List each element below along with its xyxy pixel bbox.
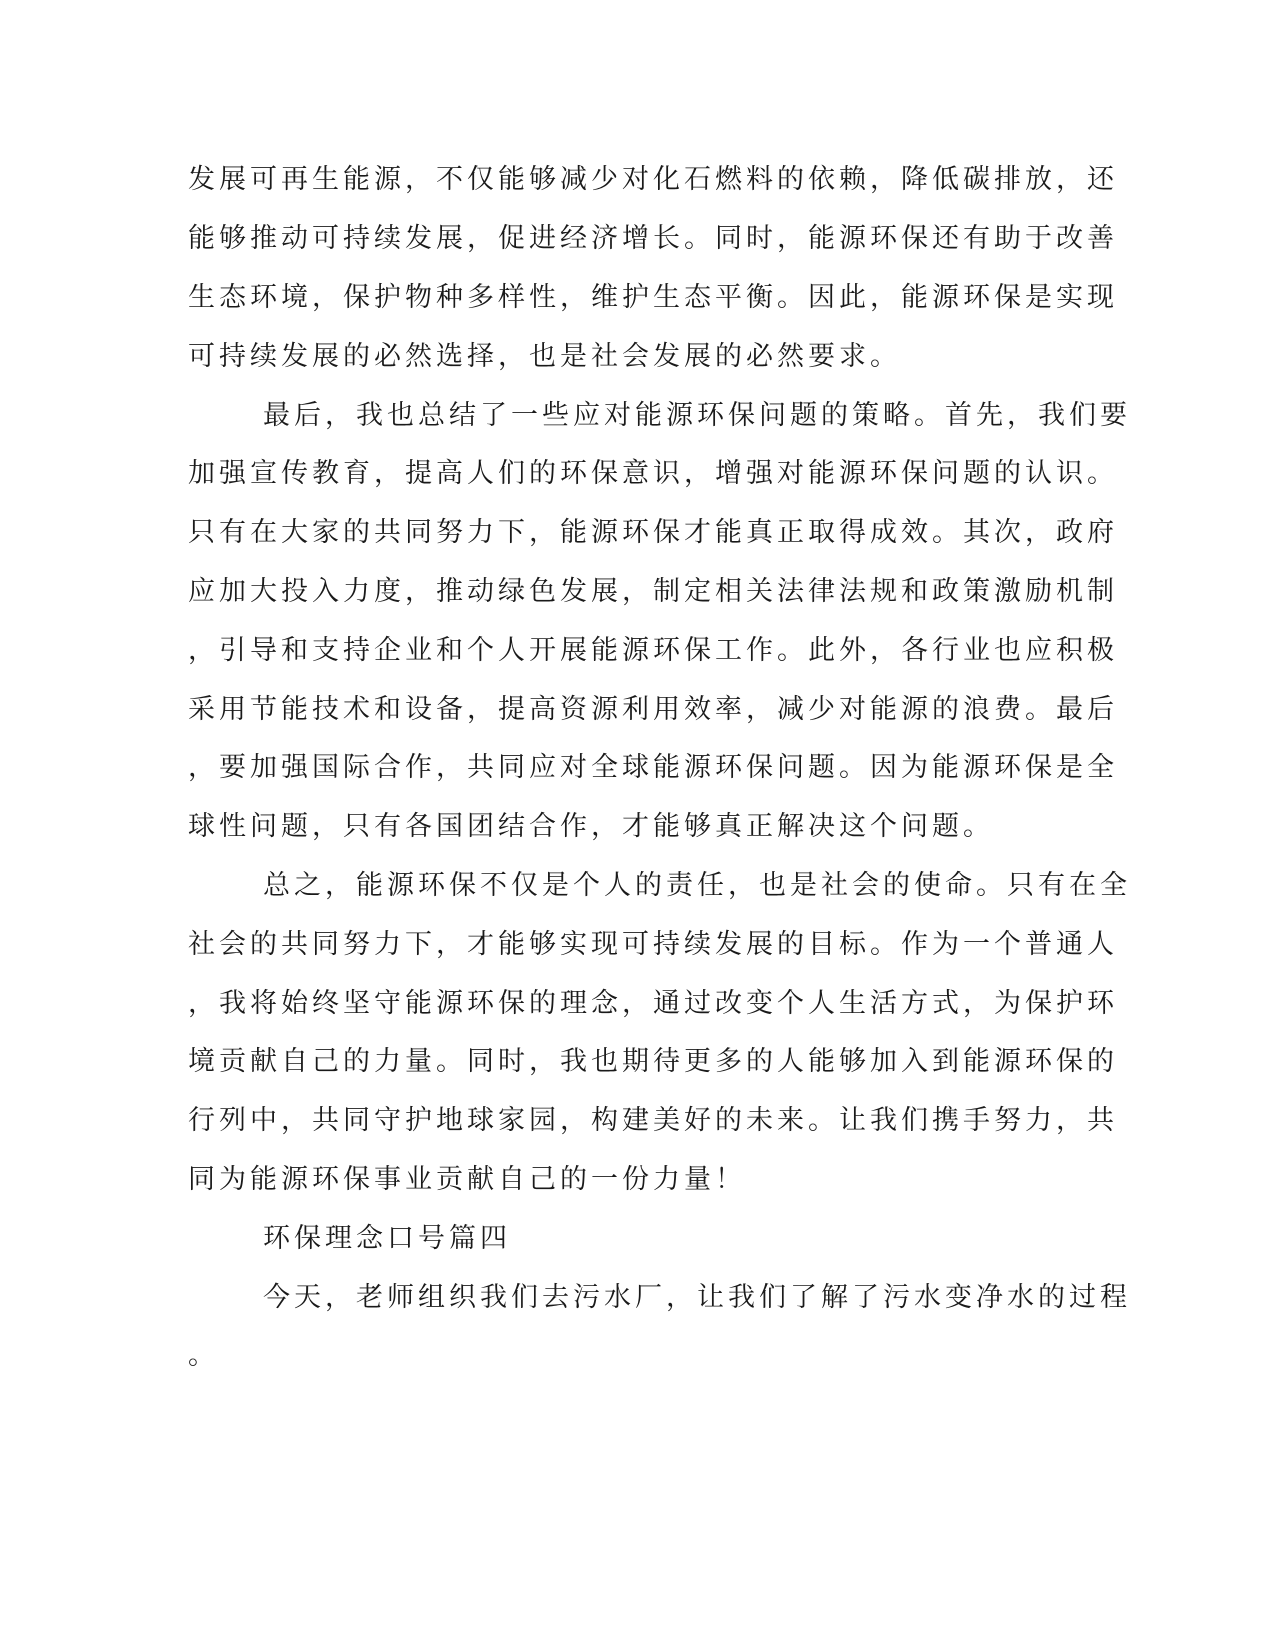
paragraph-start-line: 最后，我也总结了一些应对能源环保问题的策略。首先，我们要	[263, 400, 1131, 431]
text-line: 同为能源环保事业贡献自己的一份力量！	[188, 1164, 746, 1195]
text-line: 球性问题，只有各国团结合作，才能够真正解决这个问题。	[188, 811, 994, 842]
text-line: 应加大投入力度，推动绿色发展，制定相关法律法规和政策激励机制	[188, 576, 1118, 607]
text-line: ，引导和支持企业和个人开展能源环保工作。此外，各行业也应积极	[188, 635, 1118, 666]
text-line: ，要加强国际合作，共同应对全球能源环保问题。因为能源环保是全	[188, 752, 1118, 783]
text-line: 。	[188, 1340, 219, 1371]
text-line: 行列中，共同守护地球家园，构建美好的未来。让我们携手努力，共	[188, 1105, 1118, 1136]
text-line: 加强宣传教育，提高人们的环保意识，增强对能源环保问题的认识。	[188, 458, 1118, 489]
text-line: ，我将始终坚守能源环保的理念，通过改变个人生活方式，为保护环	[188, 988, 1118, 1019]
text-line: 采用节能技术和设备，提高资源利用效率，减少对能源的浪费。最后	[188, 694, 1118, 725]
text-line: 能够推动可持续发展，促进经济增长。同时，能源环保还有助于改善	[188, 223, 1118, 254]
paragraph-start-line: 总之，能源环保不仅是个人的责任，也是社会的使命。只有在全	[263, 870, 1131, 901]
paragraph-start-line: 今天，老师组织我们去污水厂，让我们了解了污水变净水的过程	[263, 1282, 1131, 1313]
text-line: 社会的共同努力下，才能够实现可持续发展的目标。作为一个普通人	[188, 929, 1118, 960]
section-heading: 环保理念口号篇四	[263, 1223, 511, 1254]
text-line: 发展可再生能源，不仅能够减少对化石燃料的依赖，降低碳排放，还	[188, 164, 1118, 195]
text-line: 生态环境，保护物种多样性，维护生态平衡。因此，能源环保是实现	[188, 282, 1118, 313]
text-line: 可持续发展的必然选择，也是社会发展的必然要求。	[188, 341, 901, 372]
text-line: 只有在大家的共同努力下，能源环保才能真正取得成效。其次，政府	[188, 517, 1118, 548]
text-line: 境贡献自己的力量。同时，我也期待更多的人能够加入到能源环保的	[188, 1046, 1118, 1077]
